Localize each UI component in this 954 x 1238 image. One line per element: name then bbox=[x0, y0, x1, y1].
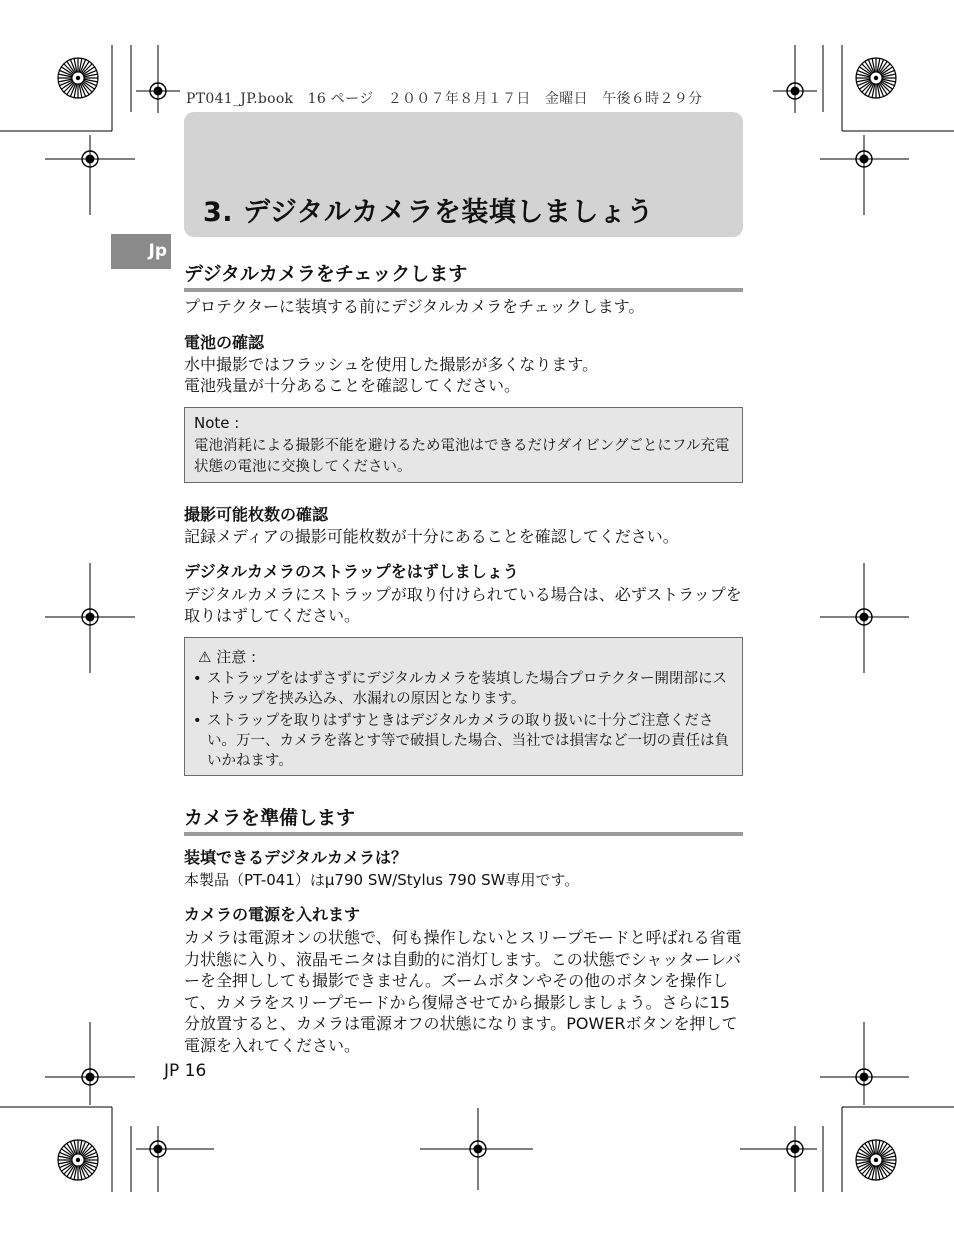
note-label: Note : bbox=[194, 414, 240, 432]
language-side-tab: Jp bbox=[111, 234, 171, 269]
note-box bbox=[184, 407, 743, 483]
strap-text: デジタルカメラにストラップが取り付けられている場合は、必ずストラップを取りはずしてください。 bbox=[184, 585, 742, 625]
caution-box bbox=[184, 637, 743, 776]
page-number: JP 16 bbox=[164, 1061, 207, 1081]
shots-text: 記録メディアの撮影可能枚数が十分にあることを確認してください。 bbox=[184, 527, 679, 546]
print-slug-header: PT041_JP.book 16 ページ ２００７年８月１７日 金曜日 午後６時２９分 bbox=[186, 91, 703, 107]
warning-triangle-icon: ⚠ bbox=[198, 648, 212, 666]
compatible-heading: 装填できるデジタルカメラは？ bbox=[184, 848, 408, 867]
chapter-title: 3. デジタルカメラを装填しましょう bbox=[203, 197, 654, 228]
strap-heading: デジタルカメラのストラップをはずしましょう bbox=[184, 562, 519, 581]
section-heading-prepare-camera: カメラを準備します bbox=[184, 803, 743, 836]
note-text: 電池消耗による撮影不能を避けるため電池はできるだけダイビングごとにフル充電状態の電池に交換してください。 bbox=[194, 438, 730, 475]
caution-item: • ストラップを取りはずすときはデジタルカメラの取り扱いに十分ご注意ください。万一、カメラを落とす等で破損した場合、当社では損害など一切の責任は負いかねます。 bbox=[193, 713, 729, 769]
caution-label: 注意 : bbox=[216, 648, 257, 666]
caution-item: • ストラップをはずさずにデジタルカメラを装填した場合プロテクター開閉部にストラップを挟み込み、水漏れの原因となります。 bbox=[193, 671, 727, 707]
battery-text-2: 電池残量が十分あることを確認してください。 bbox=[184, 376, 521, 395]
battery-heading: 電池の確認 bbox=[184, 333, 265, 352]
compatible-text: 本製品（PT-041）はμ790 SW/Stylus 790 SW専用です。 bbox=[184, 871, 580, 889]
battery-text-1: 水中撮影ではフラッシュを使用した撮影が多くなります。 bbox=[184, 355, 599, 374]
power-text: カメラは電源オンの状態で、何も操作しないとスリープモードと呼ばれる省電力状態に入り、液晶モニタは自動的に消灯します。この状態でシャッターレバーを全押ししても撮影できません。ズームボタンやその他のボタンを操作して、カメラをスリープモードから復帰させてから撮影しましょう。さらに15分放置すると、カメラは電源オフの状態になります。POWERボタンを押して電源を入れてください。 bbox=[184, 928, 742, 1055]
section-heading-check-camera: デジタルカメラをチェックします bbox=[184, 259, 743, 292]
shots-heading: 撮影可能枚数の確認 bbox=[184, 505, 329, 524]
section-intro: プロテクターに装填する前にデジタルカメラをチェックします。 bbox=[184, 297, 645, 316]
power-heading: カメラの電源を入れます bbox=[184, 905, 361, 924]
